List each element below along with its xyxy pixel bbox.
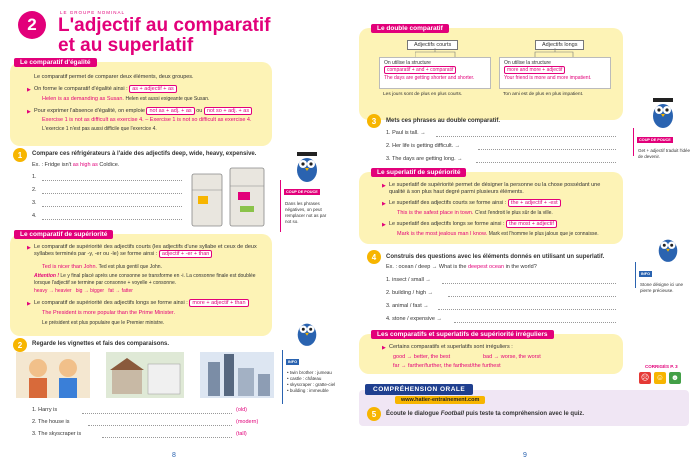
irregular-bad: bad → worse, the worst [483, 354, 541, 360]
answer-line[interactable] [42, 206, 182, 207]
owl-mascot-icon [293, 150, 321, 184]
transform-heavy: heavy → heavier [34, 288, 72, 294]
info-item: • twin brother : jumeau [287, 370, 332, 375]
corrige-label: CORRIGÉS P. 3 [645, 364, 678, 369]
exercise-2-line-3[interactable] [32, 431, 270, 437]
smiley-red-icon: ☹ [640, 373, 650, 382]
exercise-1-line-4[interactable] [32, 213, 187, 219]
exercise-4-example [386, 264, 537, 270]
left-tip-title: COUP DE POUCE [286, 190, 318, 194]
smiley-orange-icon: ☺ [655, 373, 665, 382]
line-text: 1. Paul is tall. → [386, 130, 426, 136]
exercise-5-instruction [386, 411, 584, 417]
superlative-intro: ▶ Le superlatif de supériorité permet de désigner la personne ou la chose possédant une qualité à son plus haut degré parmi plusieurs éléments. [389, 182, 617, 197]
superlative-long-rule-text: Le superlatif des adjectifs longs se forme ainsi : [389, 221, 505, 227]
right-tip-title: COUP DE POUCE [639, 138, 671, 142]
oral-title: COMPRÉHENSION ORALE [365, 384, 473, 395]
negation-formula-2: not so + adj. + as [204, 107, 252, 115]
double-short-formula-line [384, 67, 490, 73]
right-info-box [635, 262, 695, 293]
line-text: 2. building / high → [386, 290, 434, 296]
exercise-3-line-1[interactable] [386, 130, 618, 136]
double-long-panel [499, 57, 611, 89]
attention-note [34, 273, 270, 287]
superiority-header: Le comparatif de supériorité [14, 230, 113, 239]
right-page-number: 9 [523, 452, 527, 459]
line-text: 1. insect / small → [386, 277, 431, 283]
negation-example-fr: L'exercice 1 n'est pas aussi difficile que l'exercice 4. [42, 126, 157, 132]
line-hint: (old) [236, 407, 248, 413]
exercise-4-number: 4 [367, 250, 381, 264]
answer-line[interactable] [448, 296, 616, 297]
line-number: 2. [32, 419, 37, 425]
line-text: 3. The days are getting long. → [386, 156, 463, 162]
right-tip-box [633, 128, 693, 159]
superiority-short-example-en: Ted is nicer than John. [42, 264, 98, 270]
exercise-4-line-3[interactable] [386, 303, 618, 309]
answer-line[interactable] [42, 193, 182, 194]
exercise-2-line-1[interactable] [32, 407, 270, 413]
attention-label: Attention ! [34, 273, 59, 279]
answer-line[interactable] [476, 162, 616, 163]
owl-mascot-icon [655, 232, 681, 264]
negation-example-en: Exercise 1 is not as difficult as exercise 4. – Exercise 1 is not so difficult as exercise 4. [42, 117, 252, 123]
line-text: 3. animal / fast → [386, 303, 429, 309]
exercise-4-example-suffix: in the world? [505, 264, 537, 270]
line-number: 2. [32, 187, 37, 193]
superlative-long-example [397, 231, 599, 237]
page-title-line2: et au superlatif [58, 35, 194, 56]
negation-formula-1: not as + adj. + as [146, 107, 194, 115]
superiority-short-formula: adjectif + -er + than [159, 250, 212, 258]
exercise-4-example-prefix: Ex. : ocean / deep → What is the [386, 264, 467, 270]
info-item: • castle : château [287, 375, 322, 381]
line-number: 1. [32, 174, 37, 180]
equality-header: Le comparatif d'égalité [14, 58, 97, 67]
irregular-good: good → better, the best [393, 354, 451, 360]
superiority-long-example-fr: Le président est plus populaire que le Premier ministre. [42, 320, 165, 326]
exercise-4-line-1[interactable] [386, 277, 618, 283]
double-short-formula: comparatif + and + comparatif [384, 66, 456, 74]
exercise-1-example-suffix: Coldice. [99, 162, 120, 168]
superlative-short-rule-text: Le superlatif des adjectifs courts se forme ainsi : [389, 200, 507, 206]
negation-rule-line [34, 108, 252, 114]
superlative-header: Le superlatif de supériorité [371, 168, 466, 177]
superiority-long-formula: more + adjectif + than [189, 299, 248, 307]
attention-transforms [34, 288, 133, 294]
superlative-long-formula: the most + adjectif [506, 220, 557, 228]
answer-line[interactable] [88, 425, 232, 426]
left-tip-text: Dans les phrases négatives, on peut remplacer not as par not so. [285, 201, 327, 224]
oral-url-link[interactable]: www.hatier-entrainement.com [395, 396, 485, 404]
superiority-short-rule [34, 244, 270, 259]
double-long-example-fr: Ton ami est de plus en plus impatient. [503, 92, 584, 97]
superlative-short-formula: the + adjectif + -est [508, 199, 561, 207]
line-number: 1. [32, 407, 37, 413]
exercise-1-line-2[interactable] [32, 187, 187, 193]
double-long-formula: more and more + adjectif [504, 66, 565, 74]
right-info-text: Stone désigne ici une pierre précieuse. [640, 282, 684, 293]
exercise-1-line-1[interactable] [32, 174, 187, 180]
equality-example [42, 96, 209, 102]
left-info-box [282, 350, 338, 404]
answer-line[interactable] [42, 180, 182, 181]
tab-short-adjectives: Adjectifs courts [407, 40, 458, 50]
chapter-badge: 2 [18, 11, 46, 39]
left-info-title: INFO [288, 360, 298, 364]
line-number: 4. [32, 213, 37, 219]
fridges-illustration [188, 166, 268, 228]
answer-line[interactable] [436, 136, 616, 137]
transform-fat: fat → fatter [108, 288, 133, 294]
left-page-number: 8 [172, 452, 176, 459]
line-number: 3. [32, 200, 37, 206]
irregular-intro: ▶ Certains comparatifs et superlatifs sont irréguliers : [389, 344, 513, 350]
exercise-3-instruction: Mets ces phrases au double comparatif. [386, 118, 501, 124]
smiley-green-icon: ☻ [670, 373, 680, 382]
answer-line[interactable] [454, 322, 616, 323]
irregular-far: far → farther/further, the farthest/the furthest [393, 363, 501, 369]
line-text: The house is [38, 419, 70, 425]
exercise-3-line-3[interactable] [386, 156, 618, 162]
superiority-long-example-en: The President is more popular than the Prime Minister. [42, 310, 175, 316]
page-title-line1: L'adjectif au comparatif [58, 15, 271, 36]
vignette-twins [16, 352, 90, 398]
exercise-5-instruction-pre: Écoute le dialogue [386, 411, 440, 417]
tab-long-adjectives: Adjectifs longs [535, 40, 584, 50]
exercise-1-instruction: Compare ces réfrigérateurs à l'aide des adjectifs deep, wide, heavy, expensive. [32, 151, 257, 157]
superiority-short-example [42, 264, 162, 270]
right-info-title: INFO [641, 272, 651, 276]
double-short-example-fr: Les jours sont de plus en plus courts. [383, 92, 463, 97]
info-item: • skyscraper : gratte-ciel [287, 381, 336, 387]
exercise-2-line-2[interactable] [32, 419, 270, 425]
answer-line[interactable] [102, 437, 232, 438]
line-number: 3. [32, 431, 37, 437]
exercise-1-example-prefix: Ex. : Fridge isn't [32, 162, 72, 168]
exercise-5-instruction-post: puis teste ta compréhension avec le quiz. [465, 411, 585, 417]
exercise-4-instruction: Construis des questions avec les éléments donnés en utilisant un superlatif. [386, 254, 605, 260]
right-tip-text: Get + adjectif traduit l'idée de devenir. [638, 148, 691, 159]
double-short-panel [379, 57, 491, 89]
right-page [355, 0, 700, 467]
superiority-long-rule-text: Le comparatif de supériorité des adjectifs longs se forme ainsi : [34, 300, 188, 306]
exercise-2-instruction: Regarde les vignettes et fais des comparaisons. [32, 341, 170, 347]
line-text: 2. Her life is getting difficult. → [386, 143, 461, 149]
exercise-3-number: 3 [367, 114, 381, 128]
answer-line[interactable] [82, 413, 232, 414]
irregular-header: Les comparatifs et superlatifs de supériorité irréguliers [371, 330, 554, 339]
negation-or: ou [196, 108, 203, 114]
section-label: LE GROUPE NOMINAL [60, 10, 126, 15]
double-long-example-en: Your friend is more and more impatient. [504, 75, 592, 81]
exercise-1-line-3[interactable] [32, 200, 187, 206]
line-text: 4. stone / expensive → [386, 316, 442, 322]
answer-line[interactable] [438, 309, 616, 310]
superlative-short-example-en: This is the safest place in town. [397, 210, 474, 216]
equality-rule: On forme le comparatif d'égalité ainsi : [34, 86, 128, 92]
exercise-3-line-2[interactable] [386, 143, 618, 149]
superlative-long-example-fr: Mark est l'homme le plus jaloux que je connaisse. [488, 231, 599, 237]
corrige-faces [639, 372, 685, 384]
transform-big: big → bigger [75, 288, 105, 294]
negation-rule: Pour exprimer l'absence d'égalité, on emploie [34, 108, 145, 114]
double-short-example-en: The days are getting shorter and shorter. [384, 75, 475, 81]
line-text: The skyscraper is [38, 431, 82, 437]
info-item: • building : immeuble [287, 387, 329, 393]
equality-example-en: Helen is as demanding as Susan. [42, 96, 124, 102]
exercise-4-example-answer: deepest ocean [467, 264, 505, 270]
left-tip-box [280, 180, 334, 232]
double-long-struct: On utilise la structure [504, 60, 551, 66]
answer-line[interactable] [42, 219, 182, 220]
answer-line[interactable] [442, 283, 616, 284]
equality-intro: Le comparatif permet de comparer deux éléments, deux groupes. [34, 74, 194, 80]
superiority-short-rule-text: Le comparatif de supériorité des adjectifs courts (les adjectifs d'une syllabe et ceux de deux syllabes terminés par -y, -er ou -le) se forme ainsi : [34, 244, 257, 258]
line-text: Harry is [38, 407, 58, 413]
comparison-vignettes [16, 352, 274, 400]
attention-text: Le y final placé après une consonne se transforme en -i. La consonne finale est doublée lorsque l'adjectif se termine par consonne + voyelle + consonne. [34, 273, 256, 286]
double-long-formula-line [504, 67, 610, 73]
double-short-struct: On utilise la structure [384, 60, 431, 66]
exercise-4-line-2[interactable] [386, 290, 618, 296]
line-hint: (modern) [236, 419, 259, 425]
superiority-short-example-fr: Ted est plus gentil que John. [98, 264, 162, 270]
superlative-long-example-en: Mark is the most jealous man I know. [397, 231, 488, 237]
answer-line[interactable] [478, 149, 616, 150]
exercise-2-number: 2 [13, 338, 27, 352]
superiority-long-rule [34, 300, 249, 306]
equality-formula: as + adjectif + as [129, 85, 177, 93]
left-page [0, 0, 345, 467]
line-hint: (tall) [236, 431, 247, 437]
exercise-1-example [32, 162, 119, 168]
equality-rule-line [34, 86, 177, 92]
exercise-5-instruction-word: Football [440, 411, 465, 417]
superlative-short-example-fr: C'est l'endroit le plus sûr de la ville. [474, 210, 553, 216]
superlative-long-rule [389, 221, 557, 227]
exercise-4-line-4[interactable] [386, 316, 618, 322]
superlative-short-example [397, 210, 553, 216]
superlative-short-rule [389, 200, 561, 206]
owl-mascot-icon [294, 316, 320, 348]
equality-example-fr: Helen est aussi exigeante que Susan. [125, 96, 210, 102]
exercise-5-number: 5 [367, 407, 381, 421]
owl-mascot-icon [649, 96, 677, 130]
exercise-1-number: 1 [13, 148, 27, 162]
double-comparative-header: Le double comparatif [371, 24, 449, 33]
exercise-1-example-answer: as high as [72, 162, 98, 168]
